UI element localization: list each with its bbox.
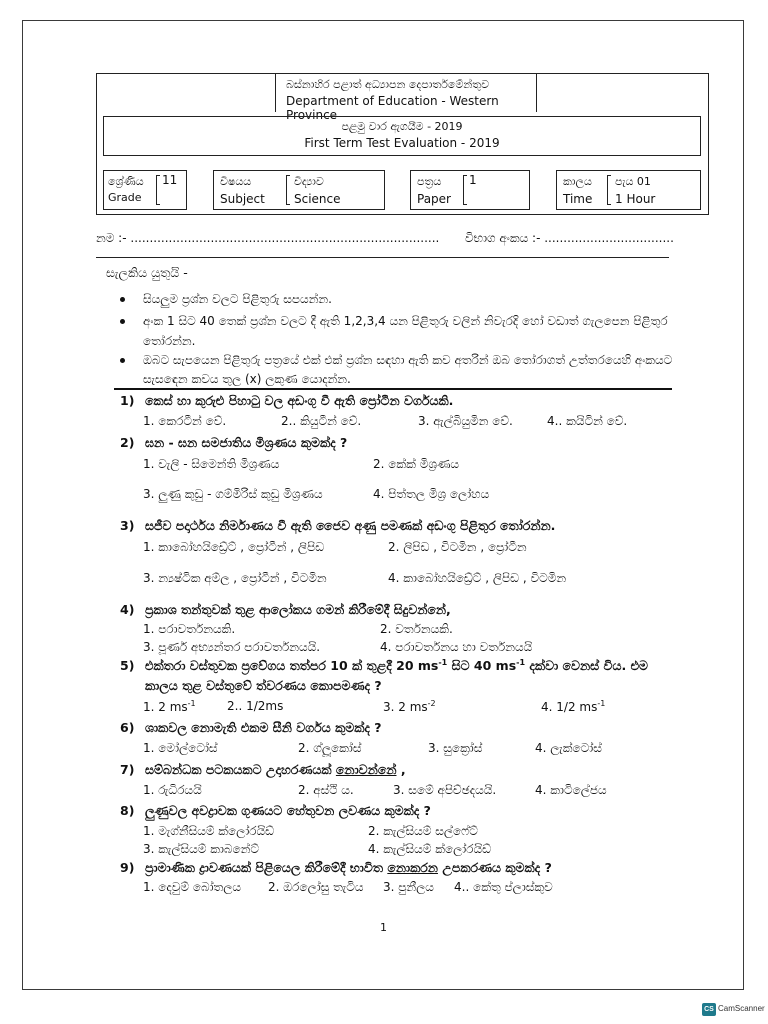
instructions-title: සැලකිය යුතුයි - [106,265,188,280]
subject-label-si: විෂයය [220,175,252,188]
option: 4. කැල්සියම් ක්ලෝරයිඩ් [368,842,491,856]
option: 3. ඇල්බියුමින වේ. [418,414,513,428]
option: 1. මැග්නීසියම් ක්ලෝරයිඩ් [143,824,275,838]
index-number-field: විභාග අංකය :- .................................. [465,231,674,245]
camscanner-logo: CS [702,1003,716,1016]
option: 1. මෝල්ටෝස් [143,741,218,755]
option: 3. ලුණු කුඩු - ගම්මිරිස් කුඩු මිශ්‍රණය [143,487,323,501]
option: 4.. කේතු ප්ලාස්කුව [454,880,553,894]
option: 2. කේක් මිශ්‍රණය [373,457,460,471]
department-box [275,74,537,122]
term-box [103,116,701,156]
paper-cell [410,170,530,210]
option: 4. පිත්තල මිශ්‍ර ලෝහය [373,487,490,501]
grade-cell [103,170,187,210]
subject-label-en: Subject [220,192,265,206]
option: 1. වැලි - සිමෙන්ති මිශ්‍රණය [143,457,280,471]
question-text: සම්බන්ධක පටකයකට උදාහරණයක් නොවන්නේ , [145,762,406,777]
question-text: එක්තරා වස්තුවක ප්‍රවේගය තත්පර 10 ක් තුළදී 20 $ms^{-1}$ සිට 40 $ms^{-1}$ දක්වා වෙනස් විය. එම [145,658,649,674]
time-value-en: 1 Hour [615,192,656,206]
option: 4. කාටිලේජය [535,783,607,797]
option: 4. ලැක්ටෝස් [535,741,602,755]
instruction-item: තෝරන්න. [143,334,196,348]
term-english: First Term Test Evaluation - 2019 [304,136,500,150]
question-text: ඝන - ඝන සමජාතිය මිශ්‍රණය කුමක්ද ? [145,435,348,450]
time-label-en: Time [563,192,593,206]
option: 4.. කයිටින් වේ. [547,414,628,428]
option: 2. කැල්සියම් සල්ෆේට් [368,824,478,838]
option: 1. රුධිරයයි [143,783,202,797]
exam-header [96,73,709,215]
subject-cell [213,170,385,210]
option: 2.. 1/2ms [227,699,284,713]
option: 2. වර්තනයකි. [380,622,453,636]
divider-line [96,257,669,258]
question-text: ශාකවල නොමැති එකම සීනි වර්ගය කුමක්ද ? [145,720,382,735]
option: 2. ඔරලෝසු තැටිය [268,880,364,894]
question-number: 7) [120,762,135,777]
camscanner-label: CamScanner [718,1004,765,1013]
question-number: 5) [120,658,135,673]
grade-value: 11 [162,173,178,187]
question-number: 3) [120,518,135,533]
grade-label-si: ශ්‍රේණිය [108,175,144,188]
instruction-item: අංක 1 සිට 40 තෙක් ප්‍රශ්න වලට දී ඇති 1,2,3,4 යන පිළිතුරු වලින් නිවැරදි හෝ වඩාත් ගැලපෙන පිළිතුර [143,314,668,328]
option: 1. දෙවුම් බෝතලය [143,880,242,894]
instruction-item: සියලුම ප්‍රශ්න වලට පිළිතුරු සපයන්න. [143,292,332,306]
subject-value-si: විද්‍යාව [294,175,324,188]
question-text: කෙස් හා කුරුළු පිහාටු වල අඩංගු වී ඇති ප්‍රෝටීන වර්ගයකි. [145,393,454,408]
question-number: 9) [120,860,135,875]
paper-label-en: Paper [417,192,451,206]
question-number: 4) [120,602,135,617]
option: 3. 2 $ms^{-2}$ [383,699,436,714]
option: 3. සුක්‍රෝස් [428,741,483,755]
question-number: 1) [120,393,135,408]
option: 1. කෙරටීන් වේ. [143,414,227,428]
paper-value: 1 [469,173,477,187]
option: 2. ග්ලූකෝස් [298,741,362,755]
option: 3. පූර්ණ අභ්‍යන්තර පරාවර්තනයයි. [143,640,321,654]
grade-label-en: Grade [108,191,142,204]
option: 1. කාබෝහයිඩ්‍රේට් , ප්‍රෝටීන් , ලිපිඩ [143,540,325,554]
option: 1. 2 $ms^{-1}$ [143,699,196,714]
time-label-si: කාලය [563,175,592,188]
option: 2. ලිපිඩ , විටමින , ප්‍රෝටීන [388,540,527,554]
department-sinhala: බස්නාහිර පළාත් අධ්‍යාපන දෙපාර්තමේන්තුව [286,78,490,91]
question-text: ලුණුවල අවද්‍රාවක ගුණයට හේතුවන ලවණය කුමක්ද ? [145,803,431,818]
option: 2.. කියුටීන් වේ. [281,414,362,428]
option: 1. පරාවර්තනයකි. [143,622,236,636]
option: 3. පුනීලය [383,880,434,894]
question-text-line2: කාලය තුළ වස්තුවේ ත්වරණය කොපමණද ? [145,678,382,693]
name-field: නම :- ................................................................................. [96,231,440,245]
department-english: Department of Education - Western Province [286,94,499,122]
option: 4. 1/2 $ms^{-1}$ [541,699,606,714]
question-text: ප්‍රාමාණික ද්‍රාවණයක් පිළියෙල කිරීමේදී භාවිත නොකරන උපකරණය කුමක්ද ? [145,860,552,875]
page-number: 1 [380,921,387,934]
option: 3. න්‍යෂ්ටික අම්ල , ප්‍රෝටීන් , විටමින [143,571,327,585]
term-sinhala: පළමු වාර ඇගයීම - 2019 [341,120,463,133]
time-value-si: පැය 01 [615,175,651,188]
paper-label-si: පත්‍රය [417,175,442,188]
instruction-item: ඔබට සැපයෙන පිළිතුරු පත්‍රයේ එක් එක් ප්‍රශ්න සඳහා ඇති කව අතරින් ඔබ තෝරාගත් උත්තරයෙහි අංකයට [143,353,673,367]
option: 4. කාබෝහයිඩ්‍රේට් , ලිපිඩ , විටමින [388,571,567,585]
option: 3. කැල්සියම් කාබනේට් [143,842,260,856]
instruction-item: සැසඳෙන කවය තුල (x) ලකුණ යොදන්න. [143,372,351,386]
question-text: සජීව පදාර්ථය නිර්මාණය වී ඇති ජෛව අණු පමණක් අඩංගු පිළිතුර තෝරන්න. [145,518,556,533]
question-text: ප්‍රකාශ තන්තුවක් තුළ ආලෝකය ගමන් කිරීමේදී සිදුවන්නේ, [145,602,451,617]
subject-value-en: Science [294,192,341,206]
time-cell [556,170,701,210]
instructions-divider [114,388,672,390]
question-number: 8) [120,803,135,818]
option: 3. සමේ අපිච්ඡදයයි. [393,783,497,797]
option: 2. අස්ථි ය. [298,783,354,797]
question-number: 6) [120,720,135,735]
question-number: 2) [120,435,135,450]
option: 4. පරාවර්තනය හා වර්තනයයි [380,640,533,654]
